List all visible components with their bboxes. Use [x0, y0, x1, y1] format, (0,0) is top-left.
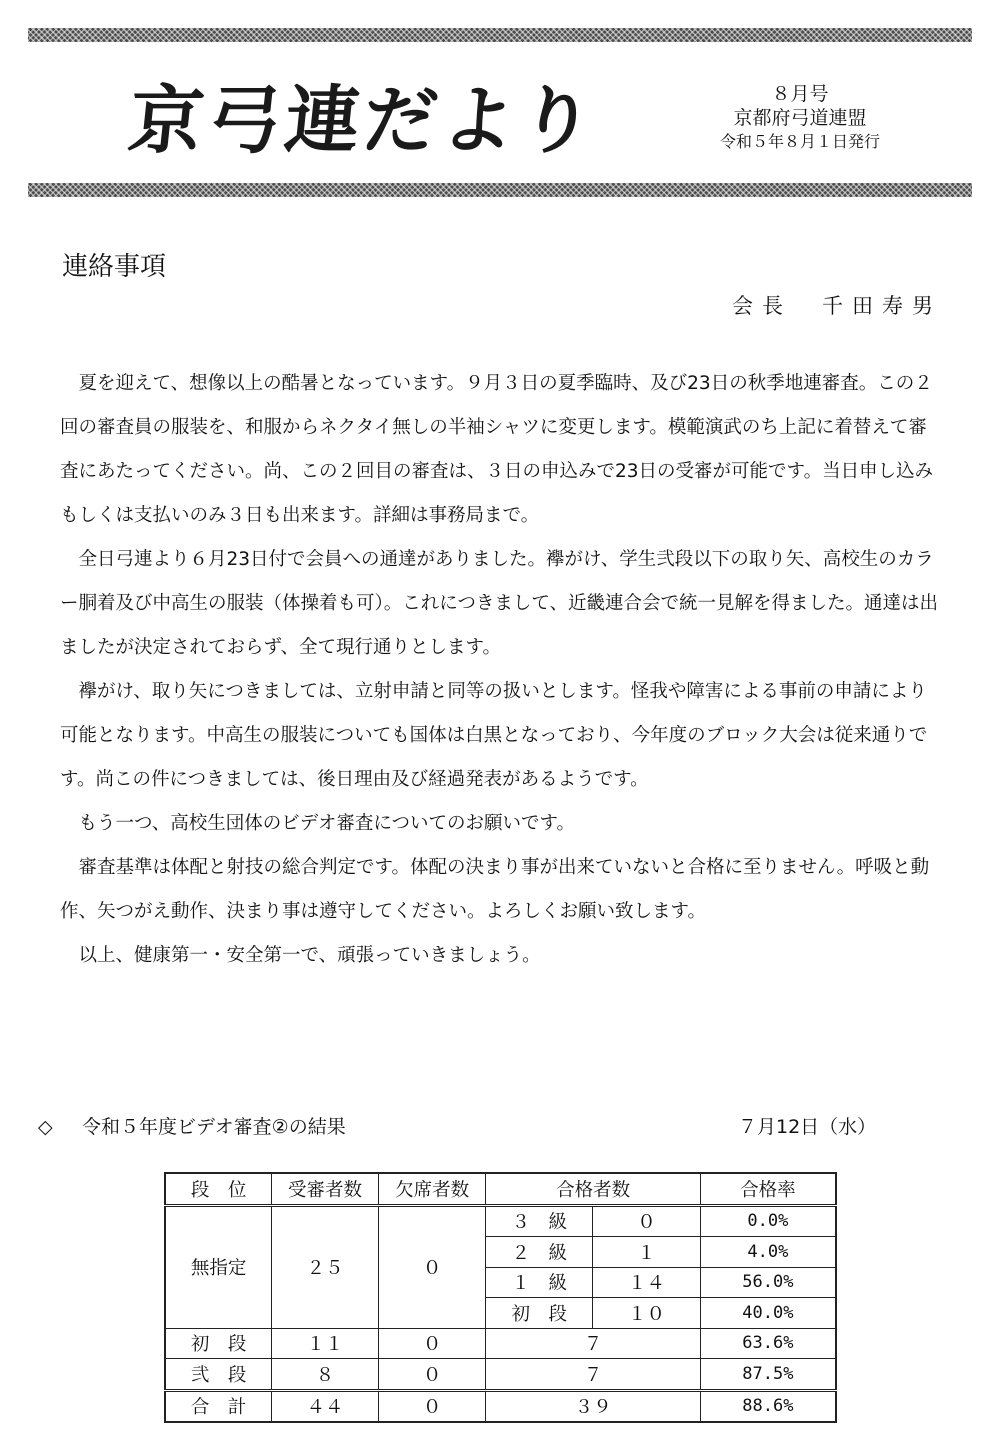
newsletter-logo: 京弓連だより — [124, 78, 602, 164]
rate-cell: 87.5% — [700, 1359, 836, 1391]
sub-grade-cell: 初 段 — [486, 1298, 593, 1329]
rate-cell: 63.6% — [700, 1328, 836, 1359]
author-signature: 会長 千田寿男 — [732, 294, 942, 318]
absent-cell: ０ — [378, 1359, 486, 1391]
applicants-cell: ８ — [272, 1359, 379, 1391]
applicants-cell: ４４ — [272, 1390, 379, 1422]
passed-cell: ７ — [486, 1359, 700, 1391]
rate-cell: 4.0% — [700, 1237, 836, 1268]
paragraph: 以上、健康第一・安全第一で、頑張っていきましょう。 — [78, 945, 541, 966]
header-cell: 受審者数 — [272, 1173, 379, 1205]
grade-cell: 合 計 — [165, 1390, 272, 1422]
header-top-band — [28, 28, 972, 42]
table-row — [165, 1359, 836, 1391]
issue-info — [690, 82, 910, 154]
rate-cell: 56.0% — [700, 1267, 836, 1298]
results-date: ７月12日（水） — [738, 1116, 877, 1138]
results-table — [164, 1172, 837, 1423]
header-cell: 欠席者数 — [378, 1173, 486, 1205]
results-title: 令和５年度ビデオ審査②の結果 — [82, 1116, 346, 1138]
passed-cell: ０ — [593, 1205, 701, 1237]
notice-body — [60, 362, 940, 978]
table-row — [165, 1328, 836, 1359]
total-row — [165, 1390, 836, 1422]
paragraph: 襷がけ、取り矢につきましては、立射申請と同等の扱いとします。怪我や障害による事前の申請により可能となります。中高生の服装についても国体は白黒となっており、今年度のブロック大会は従来通りです。尚この件につきましては、後日理由及び経過発表があるようです。 — [60, 681, 928, 790]
results-heading — [38, 1112, 877, 1139]
section-title: 連絡事項 — [62, 252, 167, 282]
absent-cell: ０ — [378, 1328, 486, 1359]
absent-cell: ０ — [378, 1390, 486, 1422]
issue-number: ８月号 — [771, 83, 829, 105]
paragraph: 夏を迎えて、想像以上の酷暑となっています。９月３日の夏季臨時、及び23日の秋季地連審査。この２回の審査員の服装を、和服からネクタイ無しの半袖シャツに変更します。模範演武のち上記に着替えて審査にあたってください。尚、この２回目の審査は、３日の申込みで23日の受審が可能です。当日申し込みもしくは支払いのみ３日も出来ます。詳細は事務局まで。 — [60, 373, 934, 526]
header-cell: 合格者数 — [486, 1173, 700, 1205]
passed-cell: １ — [593, 1237, 701, 1268]
rate-cell: 40.0% — [700, 1298, 836, 1329]
table-row — [165, 1205, 836, 1237]
paragraph: 審査基準は体配と射技の総合判定です。体配の決まり事が出来ていないと合格に至りません。呼吸と動作、矢つがえ動作、決まり事は遵守してください。よろしくお願い致します。 — [60, 857, 930, 922]
passed-cell: ７ — [486, 1328, 700, 1359]
header-cell: 段 位 — [165, 1173, 272, 1205]
grade-cell: 初 段 — [165, 1328, 272, 1359]
passed-cell: １０ — [593, 1298, 701, 1329]
sub-grade-cell: １ 級 — [486, 1267, 593, 1298]
sub-grade-cell: ３ 級 — [486, 1205, 593, 1237]
rate-cell: 88.6% — [700, 1390, 836, 1422]
paragraph: 全日弓連より６月23日付で会員への通達がありました。襷がけ、学生弐段以下の取り矢、高校生のカラー胴着及び中高生の服装（体操着も可）。これにつきまして、近畿連合会で統一見解を得ました。通達は出ましたが決定されておらず、全て現行通りとします。 — [60, 549, 939, 658]
header-bottom-band — [28, 183, 972, 197]
grade-cell: 無指定 — [165, 1205, 272, 1328]
header-cell: 合格率 — [700, 1173, 836, 1205]
sub-grade-cell: ２ 級 — [486, 1237, 593, 1268]
paragraph: もう一つ、高校生団体のビデオ審査についてのお願いです。 — [78, 813, 576, 834]
absent-cell: ０ — [378, 1205, 486, 1328]
table-header-row — [165, 1173, 836, 1205]
passed-cell: ３９ — [486, 1390, 700, 1422]
rate-cell: 0.0% — [700, 1205, 836, 1237]
applicants-cell: ２５ — [272, 1205, 379, 1328]
passed-cell: １４ — [593, 1267, 701, 1298]
applicants-cell: １１ — [272, 1328, 379, 1359]
issue-date: 令和５年８月１日発行 — [719, 132, 880, 151]
grade-cell: 弐 段 — [165, 1359, 272, 1391]
organization-name: 京都府弓道連盟 — [733, 107, 867, 129]
diamond-marker: ◇ — [38, 1116, 53, 1138]
